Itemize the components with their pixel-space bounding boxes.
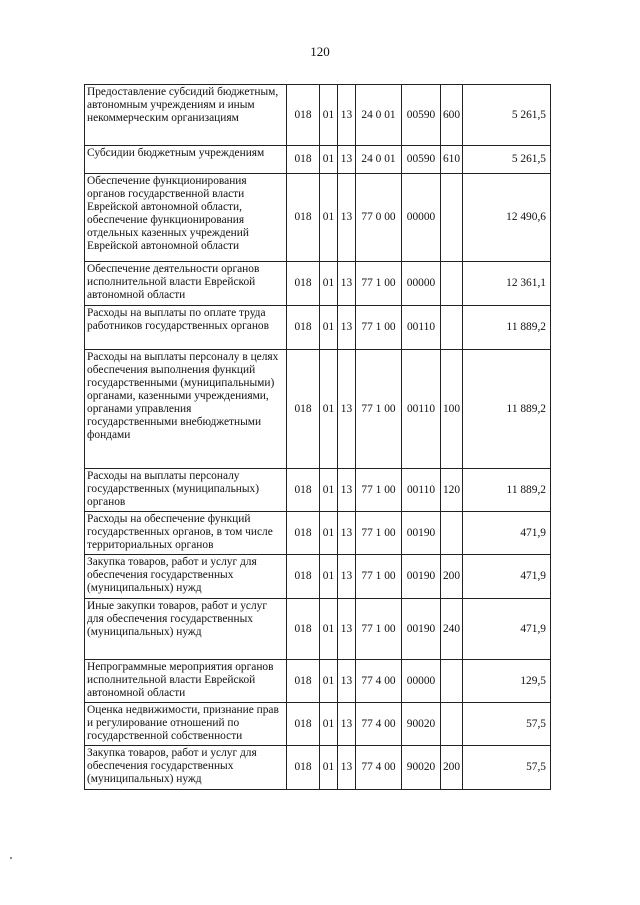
target-article-program: 77 1 00 [356, 262, 402, 306]
rz-code: 01 [320, 262, 338, 306]
expense-type-code: 100 [441, 350, 463, 469]
budget-table [84, 84, 551, 790]
rz-code: 01 [320, 469, 338, 512]
target-article-program: 24 0 01 [356, 85, 402, 146]
target-article-direction: 00590 [402, 146, 441, 174]
target-article-program: 77 1 00 [356, 350, 402, 469]
gr-code: 018 [287, 512, 320, 555]
expense-type-code [441, 174, 463, 262]
rz-code: 01 [320, 599, 338, 660]
target-article-program: 77 1 00 [356, 512, 402, 555]
amount: 57,5 [463, 746, 551, 790]
table-row [85, 174, 551, 262]
target-article-program: 77 1 00 [356, 306, 402, 350]
target-article-program: 77 1 00 [356, 599, 402, 660]
amount: 129,5 [463, 660, 551, 703]
rz-code: 01 [320, 350, 338, 469]
pr-code: 13 [338, 746, 356, 790]
pr-code: 13 [338, 146, 356, 174]
target-article-direction: 00110 [402, 469, 441, 512]
target-article-direction: 00590 [402, 85, 441, 146]
row-name: Иные закупки товаров, работ и услуг для обеспечения государственных (муниципальных) нужд [85, 599, 287, 660]
gr-code: 018 [287, 555, 320, 599]
rz-code: 01 [320, 174, 338, 262]
table-body [85, 85, 551, 790]
gr-code: 018 [287, 469, 320, 512]
rz-code: 01 [320, 512, 338, 555]
row-name: Обеспечение функционирования органов государственной власти Еврейской автономной области, обеспечение функционирования отдельных казенных учреждений Еврейской автономной области [85, 174, 287, 262]
target-article-direction: 00000 [402, 660, 441, 703]
gr-code: 018 [287, 262, 320, 306]
pr-code: 13 [338, 703, 356, 746]
pr-code: 13 [338, 555, 356, 599]
pr-code: 13 [338, 512, 356, 555]
target-article-direction: 00190 [402, 599, 441, 660]
amount: 11 889,2 [463, 306, 551, 350]
expense-type-code: 120 [441, 469, 463, 512]
target-article-direction: 00000 [402, 262, 441, 306]
row-name: Закупка товаров, работ и услуг для обеспечения государственных (муниципальных) нужд [85, 746, 287, 790]
amount: 57,5 [463, 703, 551, 746]
page-number: 120 [310, 44, 330, 59]
amount: 471,9 [463, 599, 551, 660]
amount: 11 889,2 [463, 469, 551, 512]
gr-code: 018 [287, 146, 320, 174]
expense-type-code [441, 660, 463, 703]
table-row [85, 262, 551, 306]
pr-code: 13 [338, 174, 356, 262]
gr-code: 018 [287, 746, 320, 790]
amount: 12 361,1 [463, 262, 551, 306]
target-article-program: 77 1 00 [356, 555, 402, 599]
amount: 12 490,6 [463, 174, 551, 262]
pr-code: 13 [338, 599, 356, 660]
expense-type-code: 610 [441, 146, 463, 174]
target-article-direction: 00000 [402, 174, 441, 262]
expense-type-code: 200 [441, 555, 463, 599]
rz-code: 01 [320, 146, 338, 174]
target-article-program: 77 4 00 [356, 660, 402, 703]
rz-code: 01 [320, 306, 338, 350]
gr-code: 018 [287, 660, 320, 703]
target-article-direction: 90020 [402, 703, 441, 746]
expense-type-code [441, 703, 463, 746]
table-row [85, 469, 551, 512]
row-name: Расходы на обеспечение функций государственных органов, в том числе территориальных органов [85, 512, 287, 555]
target-article-program: 77 4 00 [356, 746, 402, 790]
expense-type-code [441, 512, 463, 555]
row-name: Расходы на выплаты по оплате труда работников государственных органов [85, 306, 287, 350]
target-article-program: 77 0 00 [356, 174, 402, 262]
expense-type-code: 600 [441, 85, 463, 146]
row-name: Субсидии бюджетным учреждениям [85, 146, 287, 174]
amount: 471,9 [463, 555, 551, 599]
target-article-direction: 00110 [402, 306, 441, 350]
target-article-program: 77 1 00 [356, 469, 402, 512]
expense-type-code: 240 [441, 599, 463, 660]
gr-code: 018 [287, 599, 320, 660]
pr-code: 13 [338, 660, 356, 703]
scan-speck [10, 857, 12, 859]
rz-code: 01 [320, 703, 338, 746]
table-row [85, 746, 551, 790]
gr-code: 018 [287, 306, 320, 350]
row-name: Закупка товаров, работ и услуг для обеспечения государственных (муниципальных) нужд [85, 555, 287, 599]
table-row [85, 350, 551, 469]
expense-type-code [441, 262, 463, 306]
amount: 5 261,5 [463, 85, 551, 146]
row-name: Непрограммные мероприятия органов исполнительной власти Еврейской автономной области [85, 660, 287, 703]
table-row [85, 512, 551, 555]
row-name: Предоставление субсидий бюджетным, автономным учреждениям и иным некоммерческим организациям [85, 85, 287, 146]
table-row [85, 660, 551, 703]
rz-code: 01 [320, 85, 338, 146]
table-row [85, 703, 551, 746]
target-article-direction: 00190 [402, 555, 441, 599]
gr-code: 018 [287, 174, 320, 262]
rz-code: 01 [320, 660, 338, 703]
table-row [85, 85, 551, 146]
target-article-direction: 90020 [402, 746, 441, 790]
table-row [85, 555, 551, 599]
pr-code: 13 [338, 262, 356, 306]
target-article-direction: 00110 [402, 350, 441, 469]
gr-code: 018 [287, 85, 320, 146]
expense-type-code [441, 306, 463, 350]
rz-code: 01 [320, 555, 338, 599]
table-row [85, 146, 551, 174]
row-name: Обеспечение деятельности органов исполнительной власти Еврейской автономной области [85, 262, 287, 306]
row-name: Расходы на выплаты персоналу в целях обеспечения выполнения функций государственными (муниципальными) органами, казенными учреждениями, органами управления государственными внебюджетными фондами [85, 350, 287, 469]
target-article-program: 24 0 01 [356, 146, 402, 174]
pr-code: 13 [338, 306, 356, 350]
pr-code: 13 [338, 85, 356, 146]
expense-type-code: 200 [441, 746, 463, 790]
pr-code: 13 [338, 469, 356, 512]
row-name: Расходы на выплаты персоналу государственных (муниципальных) органов [85, 469, 287, 512]
gr-code: 018 [287, 350, 320, 469]
gr-code: 018 [287, 703, 320, 746]
rz-code: 01 [320, 746, 338, 790]
table-row [85, 599, 551, 660]
amount: 471,9 [463, 512, 551, 555]
amount: 11 889,2 [463, 350, 551, 469]
table-row [85, 306, 551, 350]
row-name: Оценка недвижимости, признание прав и регулирование отношений по государственной собственности [85, 703, 287, 746]
pr-code: 13 [338, 350, 356, 469]
target-article-direction: 00190 [402, 512, 441, 555]
amount: 5 261,5 [463, 146, 551, 174]
target-article-program: 77 4 00 [356, 703, 402, 746]
